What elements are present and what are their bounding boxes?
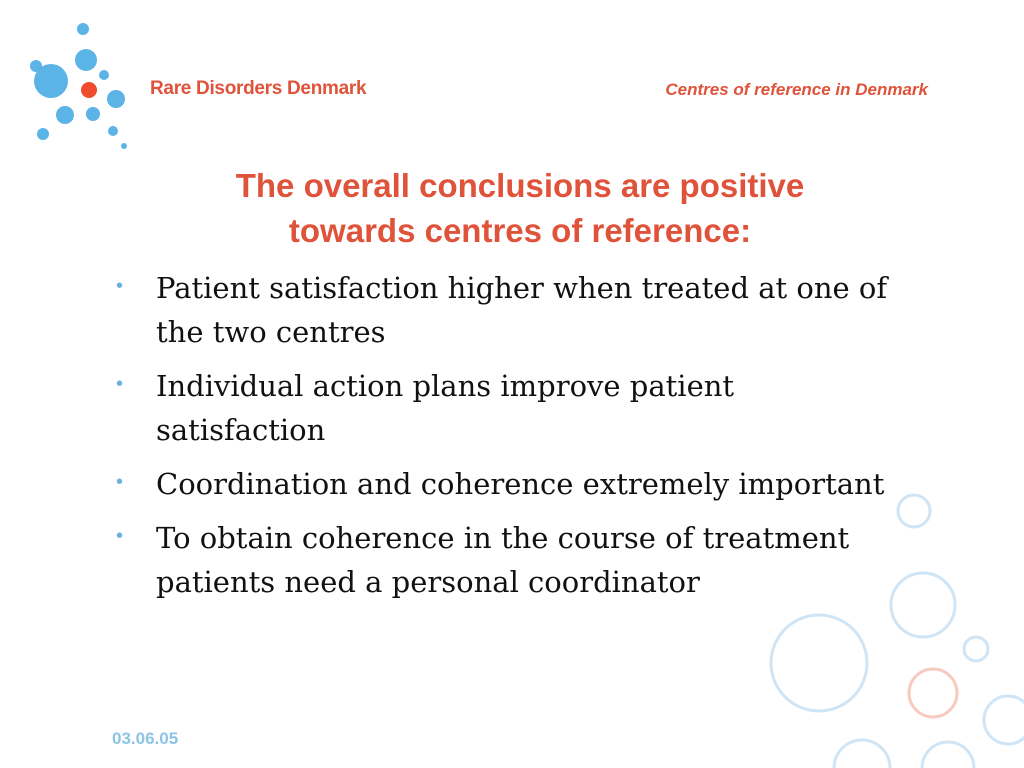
bullet-dot-icon: • [116,275,124,297]
bullet-dot-icon: • [116,373,124,395]
dots-cluster-logo-icon [0,0,140,160]
bullet-text: Individual action plans improve patient satisfaction [156,369,735,447]
organization-name: Rare Disorders Denmark [150,78,367,99]
bullet-item-2 [110,364,910,452]
bullet-text: Coordination and coherence extremely important [156,467,885,501]
bullet-text: Patient satisfaction higher when treated at one of the two centres [156,271,888,349]
bullet-item-1 [110,266,910,354]
slide-title-line-2: towards centres of reference: [288,212,752,249]
bullet-dot-icon: • [116,471,124,493]
bullet-dot-icon: • [116,525,124,547]
slide-title-line-1: The overall conclusions are positive [235,167,805,204]
header-title: Centres of reference in Denmark [665,80,928,99]
bullet-text: To obtain coherence in the course of treatment patients need a personal coordinator [156,521,850,599]
footer-date: 03.06.05 [112,729,179,748]
slide-title [100,163,940,253]
decorative-rings-icon [740,470,1024,768]
